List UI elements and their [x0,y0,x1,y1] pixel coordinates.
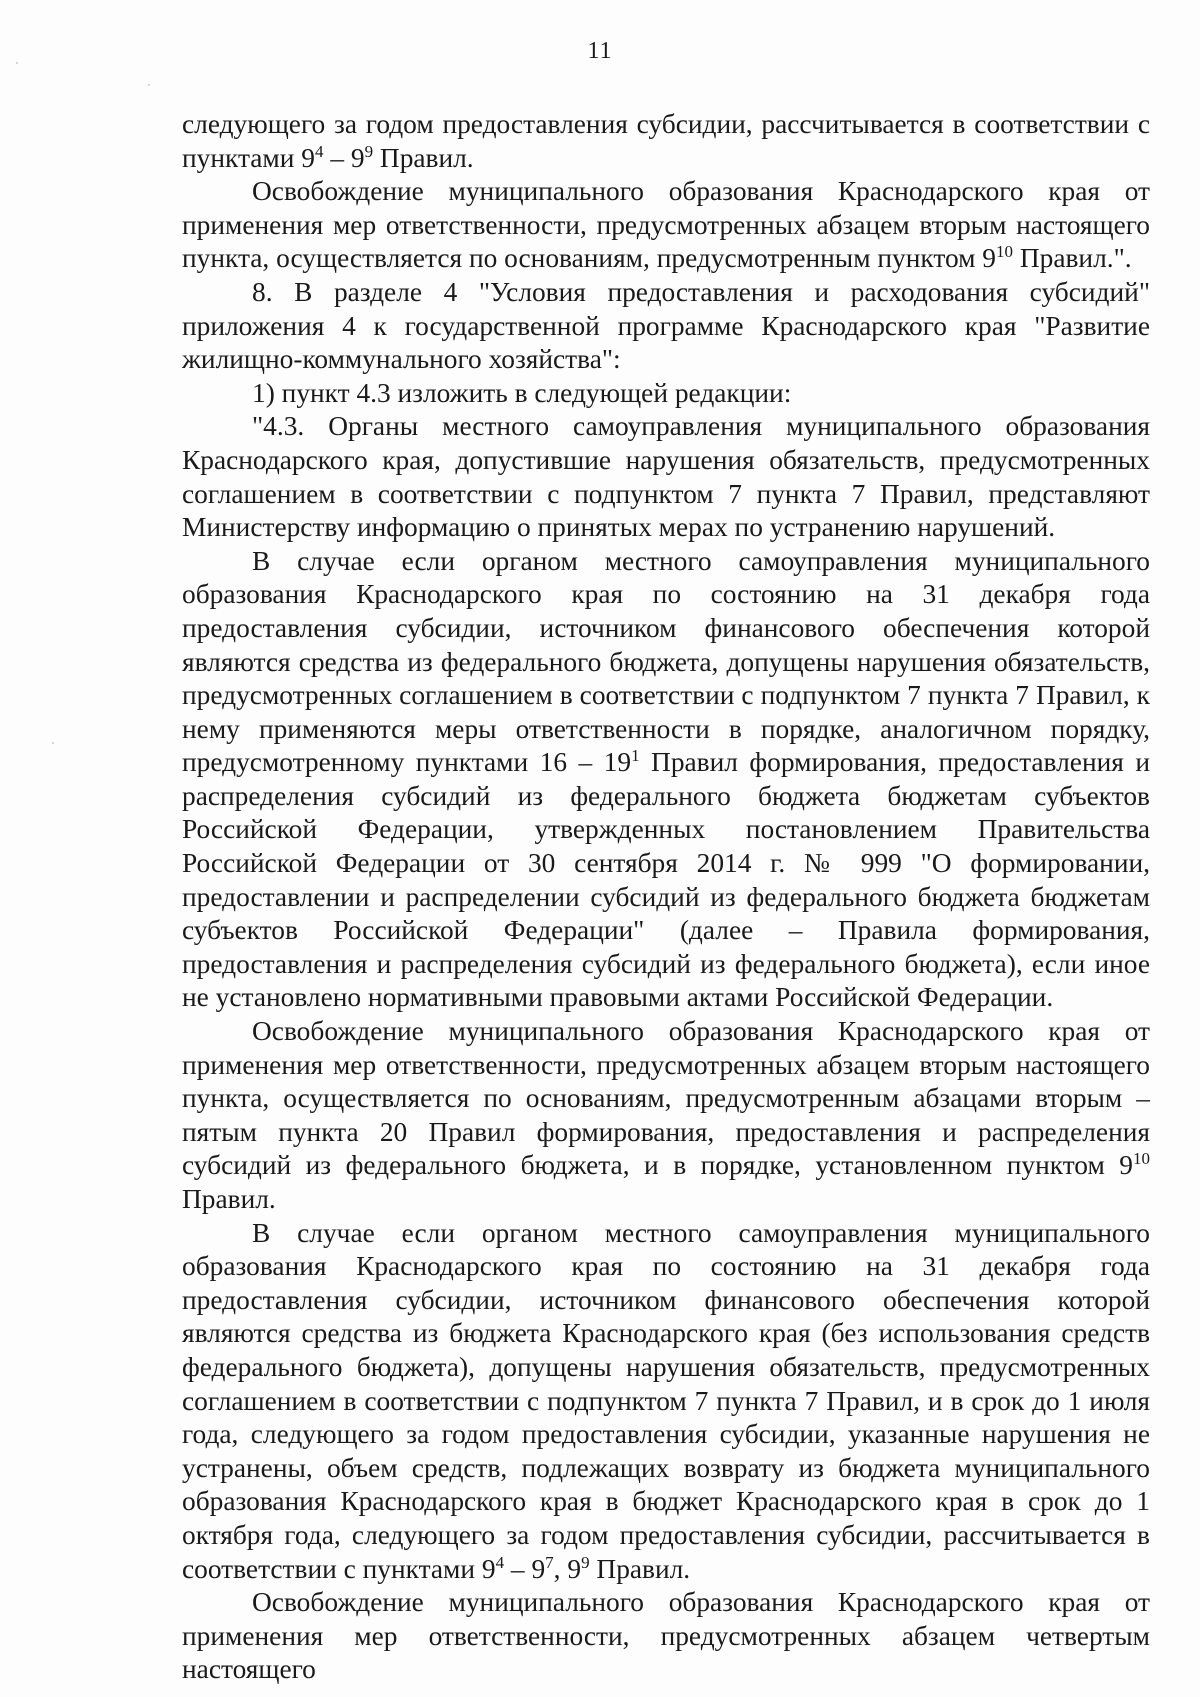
scan-speck [148,84,150,86]
text-run: Правил. [373,142,474,173]
paragraph [182,108,1150,175]
document-body [182,108,1150,1687]
superscript: 4 [314,141,324,161]
paragraph [182,276,1150,377]
text-run: Освобождение муниципального образования Краснодарского края от применения мер ответственности, предусмотренных абзацем четвертым настоящего [182,1587,1150,1685]
paragraph [182,545,1150,1015]
text-run: следующего за годом предоставления субсидии, рассчитывается в соответствии с пунктами 9 [182,109,1150,173]
superscript: 10 [1133,1149,1150,1169]
page-number: 11 [587,38,613,64]
superscript: 1 [631,746,640,766]
paragraph [182,1217,1150,1587]
paragraph [182,410,1150,544]
superscript: 10 [996,242,1013,262]
paragraph [182,1586,1150,1687]
text-run: В случае если органом местного самоуправления муниципального образования Краснодарского края по состоянию на 31 декабря года предоставления субсидии, источником финансового обеспечения которой являются средства из федерального бюджета, допущены нарушения обязательств, предусмотренных соглашением в соответствии с подпунктом 7 пункта 7 Правил, к нему применяются меры ответственности в порядке, аналогичном порядку, предусмотренному пунктами 16 – 19 [182,545,1150,778]
text-run: , 9 [553,1553,582,1584]
text-run: 1) пункт 4.3 изложить в следующей редакции: [252,377,792,408]
paragraph [182,377,1150,411]
text-run: – 9 [504,1553,546,1584]
text-run: "4.3. Органы местного самоуправления муниципального образования Краснодарского края, допустившие нарушения обязательств, предусмотренных соглашением в соответствии с подпунктом 7 пункта 7 Правил, представляют Министерству информацию о принятых мерах по устранению нарушений. [182,411,1150,543]
text-run: Освобождение муниципального образования Краснодарского края от применения мер ответственности, предусмотренных абзацем вторым настоящего пункта, осуществляется по основаниям, предусмотренным абзацами вторым – пятым пункта 20 Правил формирования, предоставления и распределения субсидий из федерального бюджета, и в порядке, установленном пунктом 9 [182,1016,1150,1181]
paragraph [182,175,1150,276]
superscript: 9 [581,1552,590,1572]
text-run: В случае если органом местного самоуправления муниципального образования Краснодарского края по состоянию на 31 декабря года предоставления субсидии, источником финансового обеспечения которой являются средства из бюджета Краснодарского края (без использования средств федерального бюджета), допущены нарушения обязательств, предусмотренных соглашением в соответствии с подпунктом 7 пункта 7 Правил, и в срок до 1 июля года, следующего за годом предоставления субсидии, указанные нарушения не устранены, объем средств, подлежащих возврату из бюджета муниципального образования Краснодарского края в бюджет Краснодарского края в срок до 1 октября года, следующего за годом предоставления субсидии, рассчитывается в соответствии с пунктами 9 [182,1217,1150,1584]
text-run: 8. В разделе 4 "Условия предоставления и расходования субсидий" приложения 4 к государственной программе Краснодарского края "Развитие жилищно-коммунального хозяйства": [182,276,1150,375]
superscript: 9 [364,141,374,161]
paragraph [182,1015,1150,1217]
superscript: 7 [545,1552,554,1572]
text-run: Правил формирования, предоставления и распределения субсидий из федерального бюджета бюджетам субъектов Российской Федерации, утвержденных постановлением Правительства Российской Федерации от 30 сентября 2014 г. № 999 "О формировании, предоставлении и распределении субсидий из федерального бюджета бюджетам субъектов Российской Федерации" (далее – Правила формирования, предоставления и распределения субсидий из федерального бюджета), если иное не установлено нормативными правовыми актами Российской Федерации. [182,747,1150,1013]
scan-speck [16,62,18,64]
text-run: Освобождение муниципального образования Краснодарского края от применения мер ответственности, предусмотренных абзацем вторым настоящего пункта, осуществляется по основаниям, предусмотренным пунктом 9 [182,176,1150,274]
text-run: Правил. [589,1553,691,1584]
superscript: 4 [495,1552,505,1572]
text-run: Правил. [182,1184,276,1214]
scan-speck [52,742,54,744]
text-run: – 9 [323,142,365,173]
text-run: Правил.". [1013,243,1132,274]
